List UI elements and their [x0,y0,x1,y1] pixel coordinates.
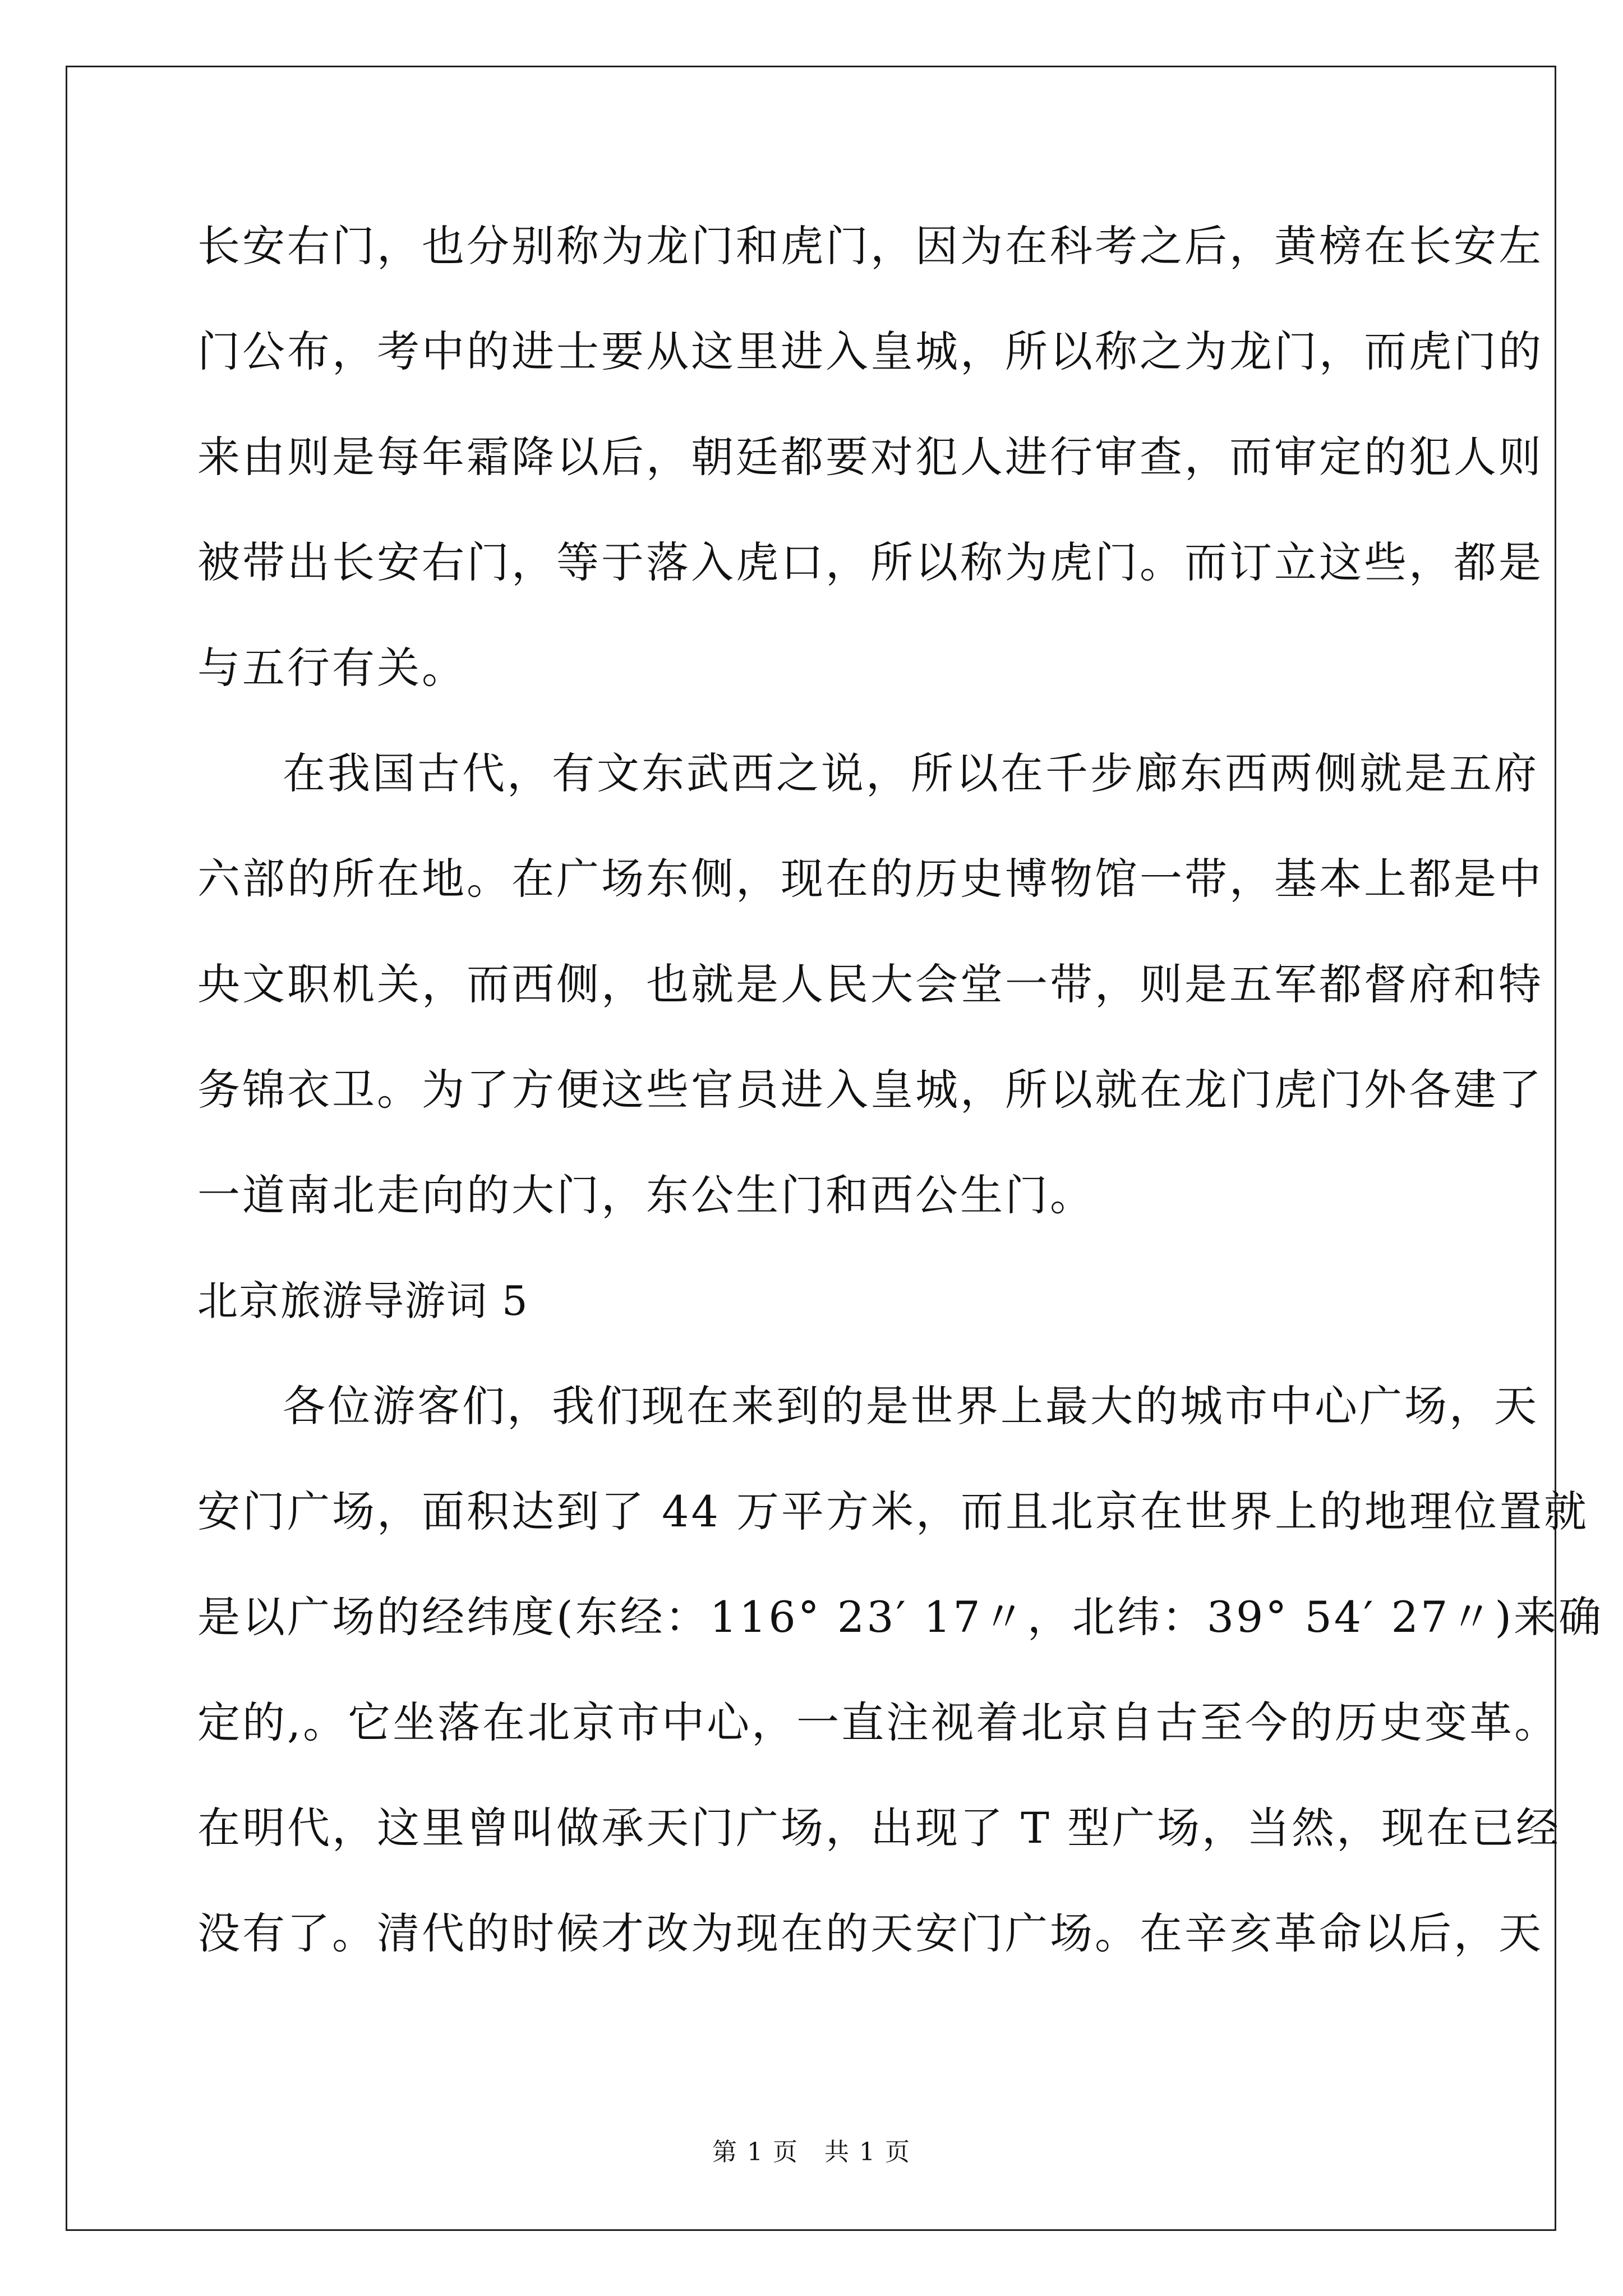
paragraph-1 [197,206,1543,734]
text-line: 一道南北走向的大门，东公生门和西公生门。 [197,1170,1095,1220]
text-line: 在明代，这里曾叫做承天门广场，出现了 T 型广场，当然，现在已经 [197,1803,1561,1853]
page-footer: 第 1 页 共 1 页 [712,2138,911,2166]
text-line: 务锦衣卫。为了方便这些官员进入皇城，所以就在龙门虎门外各建了 [197,1065,1543,1115]
text-line: 被带出长安右门，等于落入虎口，所以称为虎门。而订立这些，都是 [197,537,1543,587]
text-line: 来由则是每年霜降以后，朝廷都要对犯人进行审查，而审定的犯人则 [197,432,1543,482]
text-line: 门公布，考中的进士要从这里进入皇城，所以称之为龙门，而虎门的 [197,326,1543,376]
paragraph-2 [197,734,1543,1261]
section-heading: 北京旅游导游词 5 [197,1277,529,1324]
text-line: 六部的所在地。在广场东侧，现在的历史博物馆一带，基本上都是中 [197,854,1543,904]
text-line: 定的,。它坐落在北京市中心，一直注视着北京自古至今的历史变革。 [197,1697,1560,1747]
text-line: 是以广场的经纬度(东经：116° 23′ 17〃，北纬：39° 54′ 27〃)来确 [197,1592,1604,1642]
text-line: 央文职机关，而西侧，也就是人民大会堂一带，则是五军都督府和特 [197,959,1543,1009]
text-line: 各位游客们，我们现在来到的是世界上最大的城市中心广场，天 [283,1381,1539,1431]
text-line: 与五行有关。 [197,643,467,693]
text-line: 长安右门，也分别称为龙门和虎门，因为在科考之后，黄榜在长安左 [197,221,1543,271]
document-body [197,206,1604,1999]
text-line: 安门广场，面积达到了 44 万平方米，而且北京在世界上的地理位置就 [197,1487,1589,1536]
text-line: 没有了。清代的时候才改为现在的天安门广场。在辛亥革命以后，天 [197,1908,1543,1958]
paragraph-3 [197,1366,1604,1999]
text-line: 在我国古代，有文东武西之说，所以在千步廊东西两侧就是五府 [283,748,1539,798]
